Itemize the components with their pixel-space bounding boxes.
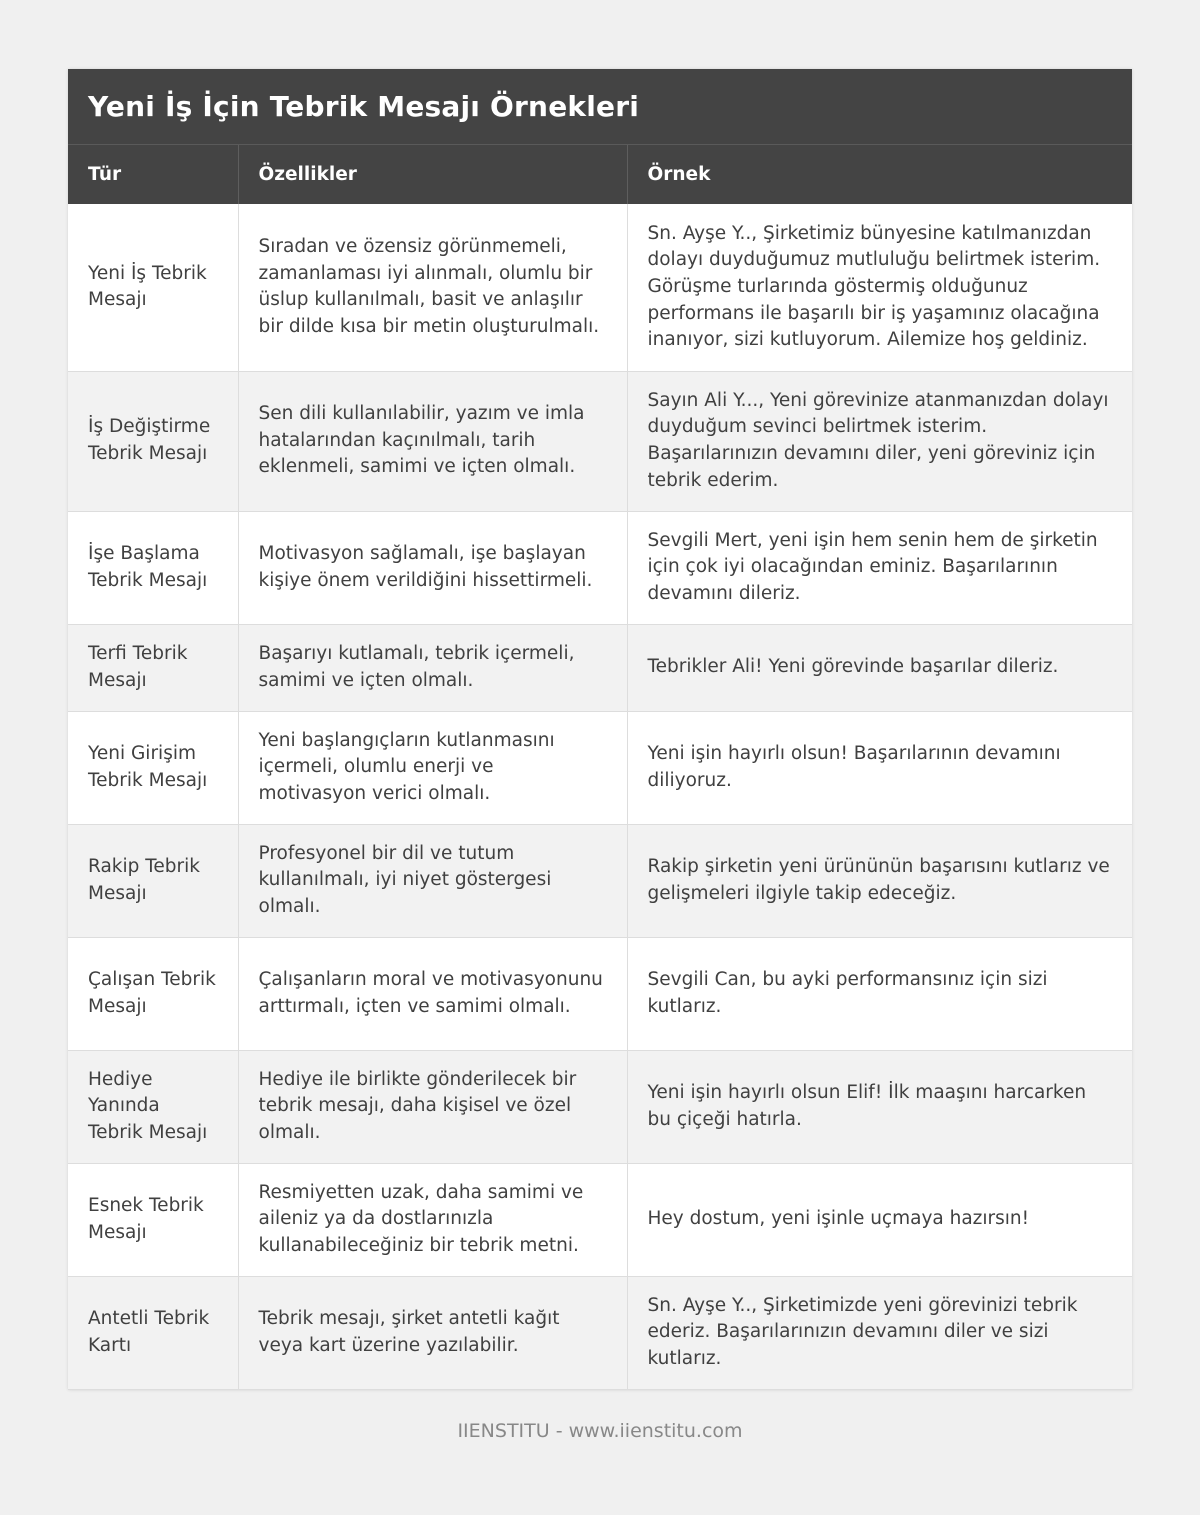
page-title: Yeni İş İçin Tebrik Mesajı Örnekleri xyxy=(88,90,639,123)
column-header-example: Örnek xyxy=(627,145,1132,204)
cell-example: Tebrikler Ali! Yeni görevinde başarılar dileriz. xyxy=(627,624,1132,711)
cell-type: Yeni İş Tebrik Mesajı xyxy=(68,204,238,371)
cell-type: Çalışan Tebrik Mesajı xyxy=(68,937,238,1050)
cell-example: Hey dostum, yeni işinle uçmaya hazırsın! xyxy=(627,1163,1132,1276)
table-row xyxy=(68,937,1132,1050)
cell-features: Çalışanların moral ve motivasyonunu arttırmalı, içten ve samimi olmalı. xyxy=(238,937,627,1050)
cell-example: Yeni işin hayırlı olsun Elif! İlk maaşını harcarken bu çiçeği hatırla. xyxy=(627,1050,1132,1163)
table-row xyxy=(68,1050,1132,1163)
cell-features: Sıradan ve özensiz görünmemeli, zamanlaması iyi alınmalı, olumlu bir üslup kullanılmalı, basit ve anlaşılır bir dilde kısa bir metin oluşturulmalı. xyxy=(238,204,627,371)
cell-type: Esnek Tebrik Mesajı xyxy=(68,1163,238,1276)
content-card xyxy=(68,69,1132,1390)
cell-type: Rakip Tebrik Mesajı xyxy=(68,824,238,937)
footer-credit: IIENSTITU - www.iienstitu.com xyxy=(457,1420,743,1442)
cell-features: Resmiyetten uzak, daha samimi ve aileniz ya da dostlarınızla kullanabileceğiniz bir tebrik metni. xyxy=(238,1163,627,1276)
table-body xyxy=(68,204,1132,1389)
title-bar xyxy=(68,69,1132,145)
table-row xyxy=(68,624,1132,711)
table-row xyxy=(68,824,1132,937)
cell-example: Sn. Ayşe Y.., Şirketimiz bünyesine katılmanızdan dolayı duyduğumuz mutluluğu belirtmek isterim. Görüşme turlarında göstermiş olduğunuz performans ile başarılı bir iş yaşamınız olacağına inanıyor, sizi kutluyorum. Ailemize hoş geldiniz. xyxy=(627,204,1132,371)
cell-type: Hediye Yanında Tebrik Mesajı xyxy=(68,1050,238,1163)
cell-example: Sevgili Can, bu ayki performansınız için sizi kutlarız. xyxy=(627,937,1132,1050)
cell-type: Terfi Tebrik Mesajı xyxy=(68,624,238,711)
cell-example: Sn. Ayşe Y.., Şirketimizde yeni görevinizi tebrik ederiz. Başarılarınızın devamını diler ve sizi kutlarız. xyxy=(627,1276,1132,1389)
table-row xyxy=(68,711,1132,824)
cell-features: Sen dili kullanılabilir, yazım ve imla hatalarından kaçınılmalı, tarih eklenmeli, samimi ve içten olmalı. xyxy=(238,371,627,511)
cell-example: Sevgili Mert, yeni işin hem senin hem de şirketin için çok iyi olacağından eminiz. Başarılarının devamını dileriz. xyxy=(627,511,1132,624)
cell-features: Başarıyı kutlamalı, tebrik içermeli, samimi ve içten olmalı. xyxy=(238,624,627,711)
cell-type: İş Değiştirme Tebrik Mesajı xyxy=(68,371,238,511)
cell-features: Yeni başlangıçların kutlanmasını içermeli, olumlu enerji ve motivasyon verici olmalı. xyxy=(238,711,627,824)
cell-features: Profesyonel bir dil ve tutum kullanılmalı, iyi niyet göstergesi olmalı. xyxy=(238,824,627,937)
cell-type: Yeni Girişim Tebrik Mesajı xyxy=(68,711,238,824)
cell-example: Rakip şirketin yeni ürününün başarısını kutlarız ve gelişmeleri ilgiyle takip edeceğiz. xyxy=(627,824,1132,937)
table-row xyxy=(68,204,1132,371)
cell-example: Yeni işin hayırlı olsun! Başarılarının devamını diliyoruz. xyxy=(627,711,1132,824)
table-row xyxy=(68,1276,1132,1389)
table-header xyxy=(68,145,1132,204)
cell-type: Antetli Tebrik Kartı xyxy=(68,1276,238,1389)
column-header-features: Özellikler xyxy=(238,145,627,204)
cell-features: Motivasyon sağlamalı, işe başlayan kişiye önem verildiğini hissettirmeli. xyxy=(238,511,627,624)
header-row xyxy=(68,145,1132,204)
column-header-type: Tür xyxy=(68,145,238,204)
messages-table xyxy=(68,145,1132,1390)
cell-type: İşe Başlama Tebrik Mesajı xyxy=(68,511,238,624)
table-row xyxy=(68,1163,1132,1276)
table-row xyxy=(68,371,1132,511)
cell-example: Sayın Ali Y..., Yeni görevinize atanmanızdan dolayı duyduğum sevinci belirtmek isterim. Başarılarınızın devamını diler, yeni göreviniz için tebrik ederim. xyxy=(627,371,1132,511)
cell-features: Tebrik mesajı, şirket antetli kağıt veya kart üzerine yazılabilir. xyxy=(238,1276,627,1389)
cell-features: Hediye ile birlikte gönderilecek bir tebrik mesajı, daha kişisel ve özel olmalı. xyxy=(238,1050,627,1163)
table-row xyxy=(68,511,1132,624)
